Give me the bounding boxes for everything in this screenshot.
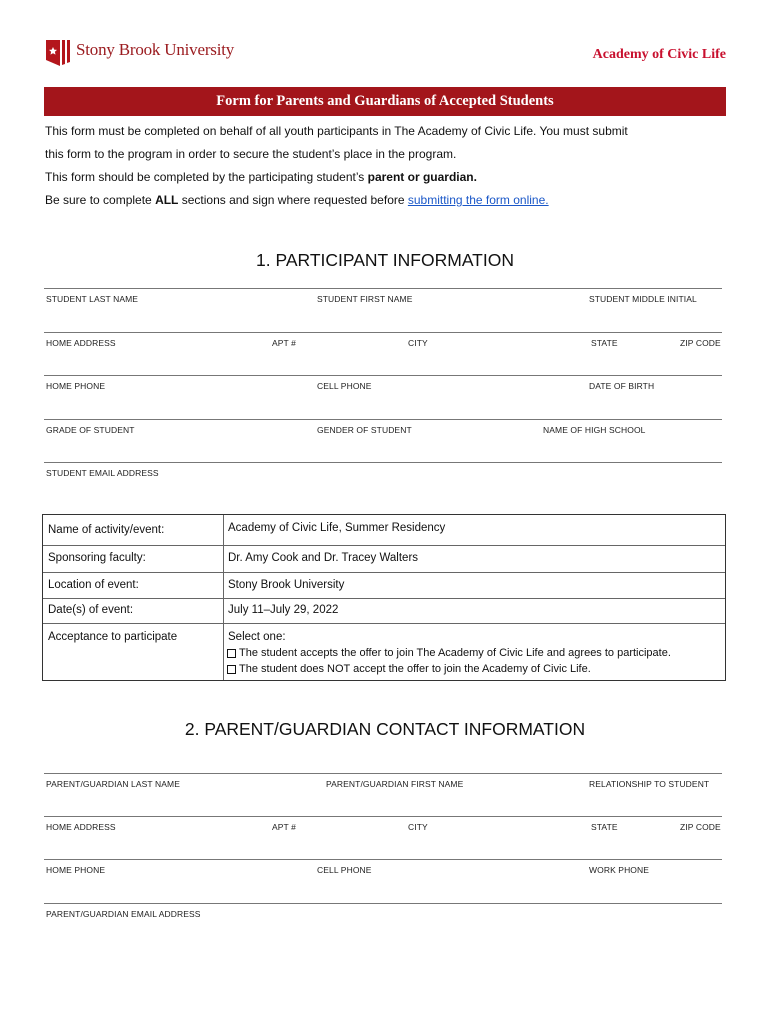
intro-text: Be sure to complete <box>45 193 156 207</box>
event-value: Select one: <box>228 631 286 643</box>
field-label: CITY <box>408 822 428 832</box>
event-value: July 11–July 29, 2022 <box>228 604 339 616</box>
field-label: ZIP CODE <box>680 338 721 348</box>
event-value: Dr. Amy Cook and Dr. Tracey Walters <box>228 552 419 564</box>
field-label: PARENT/GUARDIAN FIRST NAME <box>326 779 464 789</box>
submit-online-link[interactable]: submitting the form online. <box>407 193 549 207</box>
intro-line: this form to the program in order to secure the student’s place in the program. <box>45 147 457 161</box>
event-value: Stony Brook University <box>228 579 345 591</box>
field-label: STUDENT LAST NAME <box>46 294 139 304</box>
field-line[interactable] <box>44 773 722 774</box>
field-label: DATE OF BIRTH <box>589 381 655 391</box>
field-line[interactable] <box>44 375 722 376</box>
field-label: GENDER OF STUDENT <box>317 425 412 435</box>
table-row-divider <box>43 598 725 599</box>
field-label: WORK PHONE <box>589 865 650 875</box>
field-label: CELL PHONE <box>317 381 372 391</box>
field-label: PARENT/GUARDIAN LAST NAME <box>46 779 180 789</box>
field-label: CITY <box>408 338 428 348</box>
event-label: Sponsoring faculty: <box>48 552 146 564</box>
event-details-table <box>42 514 726 681</box>
field-label: APT # <box>272 338 296 348</box>
field-label: PARENT/GUARDIAN EMAIL ADDRESS <box>46 909 201 919</box>
field-label: CELL PHONE <box>317 865 372 875</box>
field-line[interactable] <box>44 419 722 420</box>
field-label: STUDENT MIDDLE INITIAL <box>589 294 697 304</box>
field-label: APT # <box>272 822 296 832</box>
section-title-parent: 2. PARENT/GUARDIAN CONTACT INFORMATION <box>184 719 586 739</box>
intro-text: This form should be completed by the participating student’s <box>45 170 368 184</box>
program-name: Academy of Civic Life <box>592 47 726 62</box>
form-title: Form for Parents and Guardians of Accepted Students <box>216 93 554 109</box>
table-row-divider <box>43 545 725 546</box>
field-label: STUDENT FIRST NAME <box>317 294 413 304</box>
decline-checkbox[interactable] <box>227 665 236 674</box>
intro-bold: parent or guardian. <box>367 170 477 184</box>
field-label: ZIP CODE <box>680 822 721 832</box>
event-label: Acceptance to participate <box>48 631 178 643</box>
event-value: Academy of Civic Life, Summer Residency <box>228 522 446 534</box>
section-title-participant: 1. PARTICIPANT INFORMATION <box>256 250 514 270</box>
university-logo-icon <box>44 38 72 68</box>
intro-line <box>45 169 725 185</box>
table-row-divider <box>43 572 725 573</box>
university-name: Stony Brook University <box>76 40 235 59</box>
intro-text: sections and sign where requested before <box>178 193 408 207</box>
field-label: RELATIONSHIP TO STUDENT <box>589 779 710 789</box>
field-line[interactable] <box>44 288 722 289</box>
accept-checkbox[interactable] <box>227 649 236 658</box>
intro-line <box>45 192 725 208</box>
field-label: NAME OF HIGH SCHOOL <box>543 425 646 435</box>
intro-line: This form must be completed on behalf of all youth participants in The Academy of Civic Life. You must submit <box>45 124 628 138</box>
intro-bold: ALL <box>155 193 179 207</box>
accept-option-label: The student accepts the offer to join The Academy of Civic Life and agrees to participate. <box>239 647 671 659</box>
event-label: Date(s) of event: <box>48 604 134 616</box>
field-label: GRADE OF STUDENT <box>46 425 135 435</box>
field-line[interactable] <box>44 462 722 463</box>
field-line[interactable] <box>44 816 722 817</box>
field-line[interactable] <box>44 903 722 904</box>
event-label: Location of event: <box>48 579 139 591</box>
table-row-divider <box>43 623 725 624</box>
field-label: HOME ADDRESS <box>46 338 116 348</box>
field-label: STATE <box>591 338 618 348</box>
decline-option-label: The student does NOT accept the offer to join the Academy of Civic Life. <box>239 663 591 675</box>
field-line[interactable] <box>44 332 722 333</box>
field-label: HOME ADDRESS <box>46 822 116 832</box>
field-label: HOME PHONE <box>46 381 106 391</box>
event-label: Name of activity/event: <box>48 524 165 536</box>
form-title-banner <box>44 87 726 116</box>
field-line[interactable] <box>44 859 722 860</box>
field-label: STATE <box>591 822 618 832</box>
field-label: STUDENT EMAIL ADDRESS <box>46 468 159 478</box>
field-label: HOME PHONE <box>46 865 106 875</box>
